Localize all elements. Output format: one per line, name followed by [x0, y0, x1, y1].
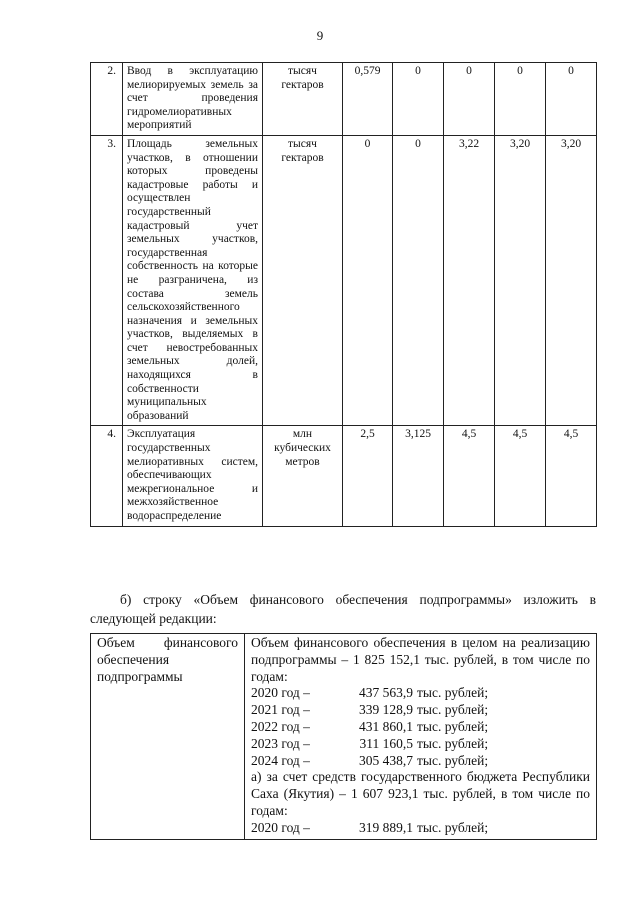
page-number: 9 [316, 28, 324, 43]
value-cell: 0 [393, 63, 444, 136]
row-number: 2. [91, 63, 123, 136]
indicator-name: Площадь земельных участков, в отношении которых проведены кадастровые работы и осуществлен государственный кадастровый учет земельных участков, государственная собственность на которые не разграничена, из состава земель сельскохозяйственного назначения и земельных участков, выделяемых в счет невостребованных земельных долей, находящихся в собственности муниципальных образований [123, 135, 263, 425]
year-label: 2022 год – [251, 718, 310, 734]
year-unit: тыс. рублей; [417, 735, 489, 751]
value-cell: 0,579 [343, 63, 393, 136]
year-label: 2020 год – [251, 819, 310, 835]
year-amount: 339 128,9 [359, 702, 413, 718]
year-amount: 437 563,9 [359, 685, 413, 701]
finance-row [91, 634, 597, 840]
value-cell: 4,5 [546, 426, 597, 526]
amendment-paragraph [90, 590, 596, 628]
year-unit: тыс. рублей; [417, 685, 489, 701]
row-number: 4. [91, 426, 123, 526]
indicator-row [91, 426, 597, 526]
year-amount: 311 160,5 [359, 735, 413, 751]
finance-content [245, 634, 597, 840]
year-label: 2021 год – [251, 702, 310, 718]
year-row [251, 820, 590, 837]
indicators-table [90, 62, 597, 527]
value-cell: 3,125 [393, 426, 444, 526]
value-cell: 0 [546, 63, 597, 136]
year-amount: 305 438,7 [359, 752, 413, 768]
year-label: 2020 год – [251, 685, 310, 701]
value-cell: 3,20 [495, 135, 546, 425]
indicator-row [91, 135, 597, 425]
year-label: 2023 год – [251, 735, 310, 751]
value-cell: 0 [393, 135, 444, 425]
indicator-name: Эксплуатация государственных мелиоративных систем, обеспечивающих межрегиональное и межхозяйственное водораспределение [123, 426, 263, 526]
year-row [251, 702, 590, 719]
year-unit: тыс. рублей; [417, 718, 489, 734]
row-number: 3. [91, 135, 123, 425]
indicator-name: Ввод в эксплуатацию мелиорируемых земель за счет проведения гидромелиоративных мероприятий [123, 63, 263, 136]
year-unit: тыс. рублей; [417, 702, 489, 718]
value-cell: 0 [495, 63, 546, 136]
year-amount: 431 860,1 [359, 718, 413, 734]
value-cell: 3,20 [546, 135, 597, 425]
year-unit: тыс. рублей; [417, 752, 489, 768]
state-budget-text: а) за счет средств государственного бюджета Республики Саха (Якутия) – 1 607 923,1 тыс. рублей, в том числе по годам: [251, 769, 590, 818]
value-cell: 4,5 [444, 426, 495, 526]
year-row [251, 719, 590, 736]
indicator-unit: тысяч гектаров [263, 63, 343, 136]
value-cell: 3,22 [444, 135, 495, 425]
finance-label: Объем финансового обеспечения подпрограммы [91, 634, 245, 840]
amendment-text: б) строку «Объем финансового обеспечения подпрограммы» изложить в следующей редакции: [90, 592, 596, 626]
year-row [251, 736, 590, 753]
value-cell: 2,5 [343, 426, 393, 526]
year-row [251, 753, 590, 770]
year-unit: тыс. рублей; [417, 819, 489, 835]
year-amount: 319 889,1 [359, 819, 413, 835]
indicator-row [91, 63, 597, 136]
value-cell: 0 [444, 63, 495, 136]
year-label: 2024 год – [251, 752, 310, 768]
value-cell: 4,5 [495, 426, 546, 526]
value-cell: 0 [343, 135, 393, 425]
finance-intro: Объем финансового обеспечения в целом на реализацию подпрограммы – 1 825 152,1 тыс. рублей, в том числе по годам: [251, 635, 590, 684]
indicator-unit: млн кубических метров [263, 426, 343, 526]
finance-table [90, 633, 597, 840]
indicator-unit: тысяч гектаров [263, 135, 343, 425]
year-row [251, 685, 590, 702]
